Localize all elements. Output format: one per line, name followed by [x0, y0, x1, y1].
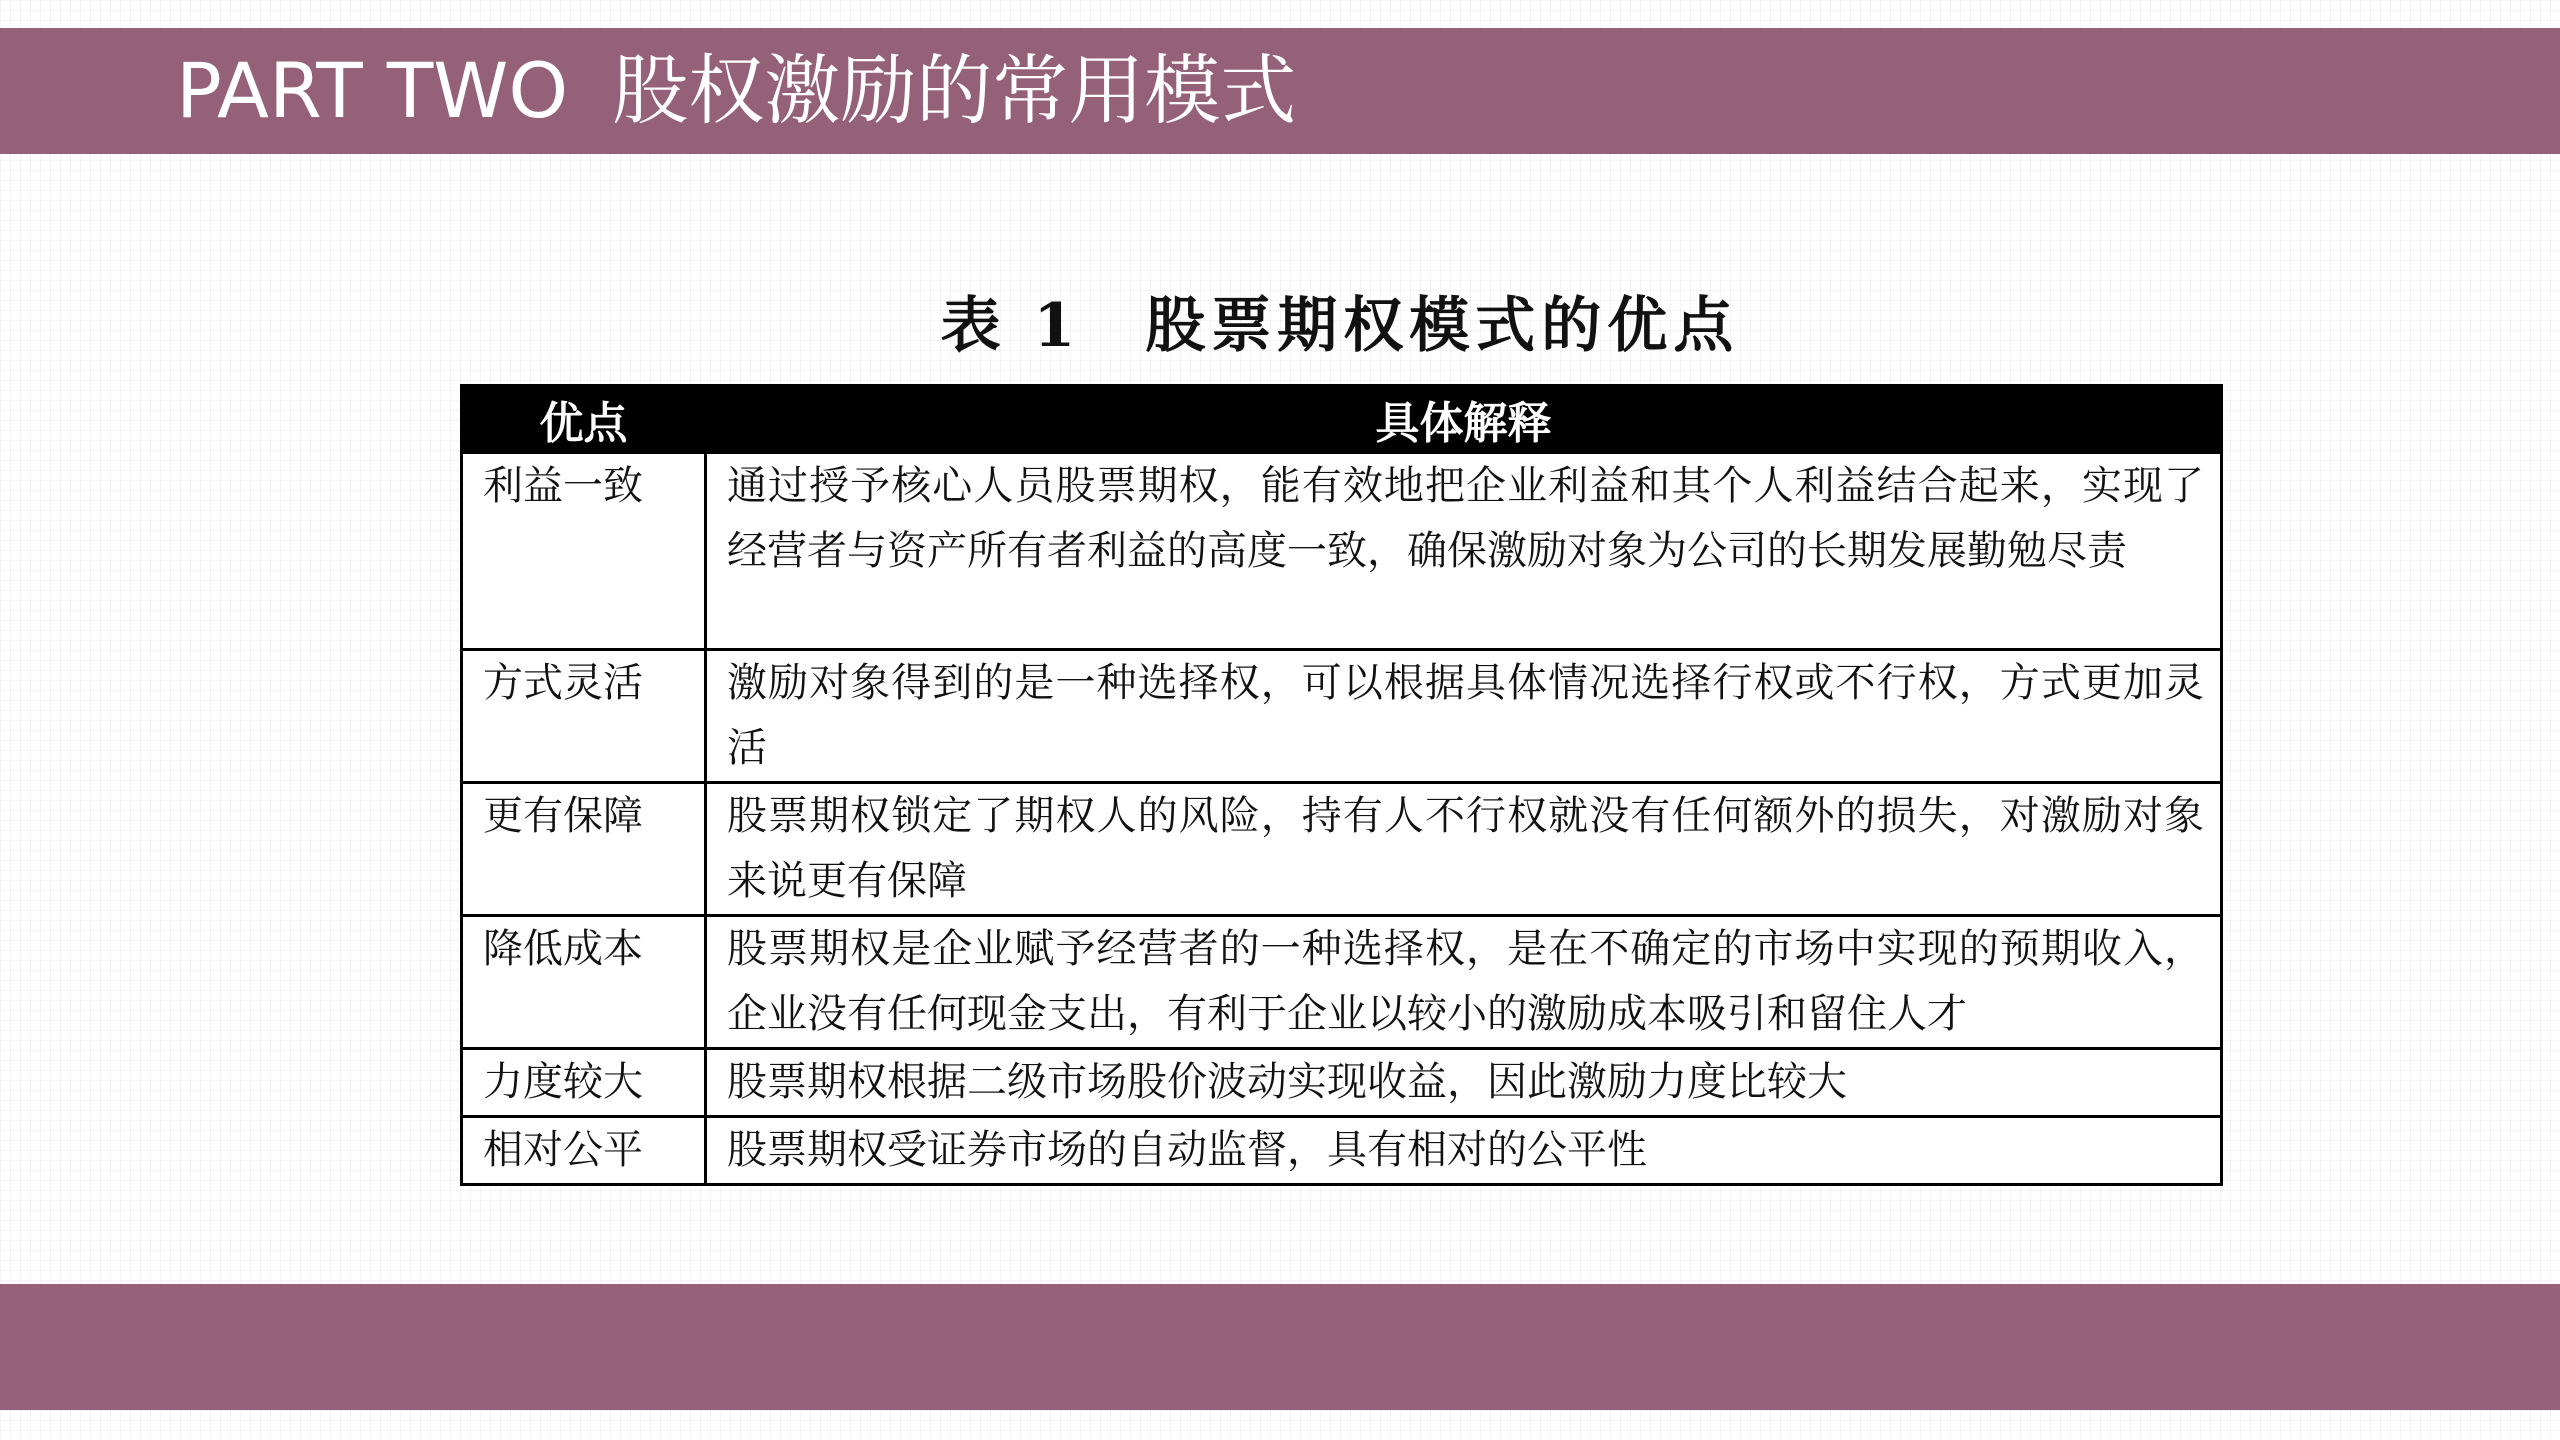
- explanation-cell: 股票期权根据二级市场股价波动实现收益，因此激励力度比较大: [706, 1049, 2222, 1117]
- table-caption-number: 表 1: [940, 291, 1082, 361]
- table-row: [462, 650, 2222, 783]
- table-row: [462, 453, 2222, 650]
- title-text: 股权激励的常用模式: [612, 46, 1297, 135]
- explanation-cell: 股票期权是企业赋予经营者的一种选择权，是在不确定的市场中实现的预期收入，企业没有任何现金支出，有利于企业以较小的激励成本吸引和留住人才: [706, 916, 2222, 1049]
- advantages-table: [460, 384, 2223, 1186]
- advantage-cell: 力度较大: [462, 1049, 706, 1117]
- advantage-cell: 相对公平: [462, 1117, 706, 1185]
- advantage-cell: 方式灵活: [462, 650, 706, 783]
- table-caption-text: 股票期权模式的优点: [1145, 291, 1740, 361]
- explanation-cell: 股票期权受证券市场的自动监督，具有相对的公平性: [706, 1117, 2222, 1185]
- header-band: [0, 28, 2560, 154]
- footer-band: [0, 1284, 2560, 1410]
- column-header-explanation: 具体解释: [706, 386, 2222, 453]
- table-header-row: [462, 386, 2222, 453]
- column-header-advantage: 优点: [462, 386, 706, 453]
- table-caption: [460, 278, 2220, 364]
- advantage-cell: 利益一致: [462, 453, 706, 650]
- explanation-cell: 通过授予核心人员股票期权，能有效地把企业利益和其个人利益结合起来，实现了经营者与资产所有者利益的高度一致，确保激励对象为公司的长期发展勤勉尽责: [706, 453, 2222, 650]
- table-row: [462, 783, 2222, 916]
- advantage-cell: 降低成本: [462, 916, 706, 1049]
- explanation-cell: 股票期权锁定了期权人的风险，持有人不行权就没有任何额外的损失，对激励对象来说更有保障: [706, 783, 2222, 916]
- part-label: PART TWO: [176, 46, 569, 135]
- table-row: [462, 1049, 2222, 1117]
- advantage-cell: 更有保障: [462, 783, 706, 916]
- explanation-cell: 激励对象得到的是一种选择权，可以根据具体情况选择行权或不行权，方式更加灵活: [706, 650, 2222, 783]
- slide-title: [176, 28, 1296, 154]
- table-row: [462, 916, 2222, 1049]
- table-row: [462, 1117, 2222, 1185]
